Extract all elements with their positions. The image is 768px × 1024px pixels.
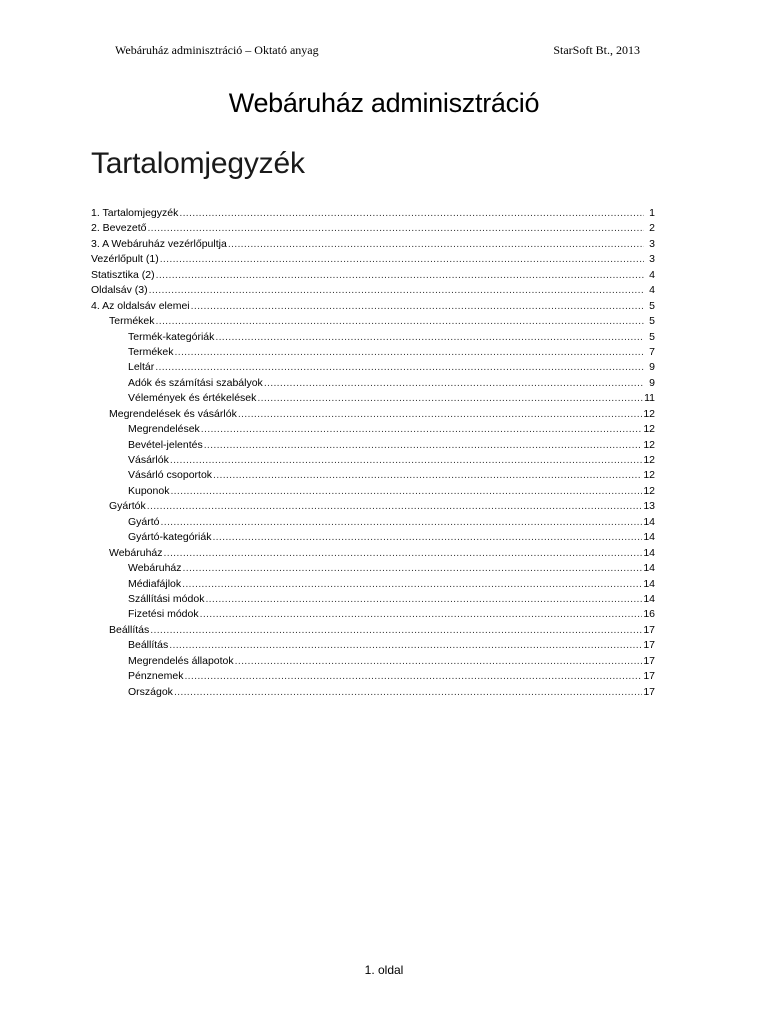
- toc-entry[interactable]: [91, 623, 655, 638]
- toc-dot-leader: [147, 221, 644, 236]
- toc-entry-page-number: 12: [643, 407, 655, 420]
- toc-entry[interactable]: [91, 453, 655, 468]
- toc-entry-page-number: 9: [649, 361, 655, 374]
- toc-entry-title: Megrendelések: [128, 423, 200, 436]
- toc-entry-page-number: 9: [649, 376, 655, 389]
- toc-entry[interactable]: [91, 530, 655, 545]
- toc-entry[interactable]: [91, 438, 655, 453]
- toc-entry[interactable]: [91, 407, 655, 422]
- toc-entry[interactable]: [91, 299, 655, 314]
- toc-entry-title: Megrendelések és vásárlók: [109, 407, 237, 420]
- toc-dot-leader: [182, 577, 642, 592]
- toc-entry-page-number: 3: [649, 253, 655, 266]
- toc-entry-title: Fizetési módok: [128, 608, 199, 621]
- toc-dot-leader: [150, 623, 642, 638]
- toc-entry-page-number: 3: [649, 237, 655, 250]
- toc-entry[interactable]: [91, 561, 655, 576]
- toc-entry-title: Vezérlőpult (1): [91, 253, 159, 266]
- toc-dot-leader: [164, 546, 643, 561]
- toc-entry[interactable]: [91, 592, 655, 607]
- toc-entry-page-number: 12: [643, 454, 655, 466]
- toc-entry-page-number: 5: [649, 299, 655, 312]
- toc-dot-leader: [174, 685, 642, 700]
- toc-entry-page-number: 17: [643, 685, 655, 698]
- toc-entry-page-number: 4: [649, 284, 655, 297]
- toc-entry[interactable]: [91, 654, 655, 669]
- toc-dot-leader: [257, 391, 643, 406]
- toc-entry[interactable]: [91, 237, 655, 252]
- toc-entry-page-number: 12: [643, 484, 655, 497]
- toc-entry[interactable]: [91, 252, 655, 267]
- toc-entry-title: Termék-kategóriák: [128, 330, 215, 343]
- toc-entry[interactable]: [91, 546, 655, 561]
- toc-dot-leader: [205, 592, 642, 607]
- toc-entry[interactable]: [91, 669, 655, 684]
- document-title: Webáruház adminisztráció: [228, 88, 540, 118]
- toc-entry-title: Webáruház: [109, 546, 163, 559]
- toc-entry[interactable]: [91, 345, 655, 360]
- toc-entry[interactable]: [91, 607, 655, 622]
- toc-entry-title: Adók és számítási szabályok: [128, 376, 263, 389]
- toc-entry-page-number: 12: [643, 423, 655, 436]
- toc-entry-page-number: 16: [643, 608, 655, 621]
- toc-entry[interactable]: [91, 499, 655, 514]
- toc-dot-leader: [264, 376, 644, 391]
- toc-entry-page-number: 5: [649, 315, 655, 328]
- toc-dot-leader: [160, 252, 644, 267]
- toc-entry-title: 2. Bevezető: [91, 222, 147, 235]
- toc-entry-title: Gyártó-kategóriák: [128, 531, 212, 544]
- toc-entry-page-number: 17: [643, 670, 655, 683]
- toc-entry-title: 4. Az oldalsáv elemei: [91, 299, 190, 312]
- toc-entry[interactable]: [91, 468, 655, 483]
- toc-dot-leader: [200, 607, 643, 622]
- toc-dot-leader: [191, 299, 644, 314]
- toc-dot-leader: [170, 484, 642, 499]
- toc-entry[interactable]: [91, 360, 655, 375]
- toc-entry-title: 3. A Webáruház vezérlőpultja: [91, 237, 227, 250]
- toc-dot-leader: [184, 669, 642, 684]
- toc-dot-leader: [175, 345, 644, 360]
- toc-entry[interactable]: [91, 638, 655, 653]
- toc-entry-page-number: 14: [643, 592, 655, 605]
- toc-entry-title: Országok: [128, 685, 173, 698]
- toc-entry-title: Statisztika (2): [91, 268, 155, 281]
- toc-entry-page-number: 14: [643, 546, 655, 559]
- toc-entry-page-number: 17: [643, 639, 655, 652]
- toc-entry-title: Gyártó: [128, 515, 160, 528]
- toc-entry-page-number: 5: [649, 330, 655, 343]
- toc-entry-title: Termékek: [128, 345, 174, 358]
- toc-dot-leader: [169, 638, 642, 653]
- toc-entry[interactable]: [91, 577, 655, 592]
- toc-entry-page-number: 14: [643, 531, 655, 544]
- toc-entry[interactable]: [91, 515, 655, 530]
- toc-entry-title: Oldalsáv (3): [91, 284, 148, 297]
- toc-entry-title: Bevétel-jelentés: [128, 438, 203, 451]
- toc-dot-leader: [156, 268, 644, 283]
- toc-dot-leader: [183, 561, 643, 576]
- header-company: StarSoft Bt., 2013: [553, 43, 640, 57]
- toc-entry[interactable]: [91, 206, 655, 221]
- toc-entry-page-number: 4: [649, 268, 655, 281]
- toc-entry-page-number: 7: [649, 345, 655, 358]
- toc-entry-page-number: 17: [643, 654, 655, 667]
- toc-entry[interactable]: [91, 330, 655, 345]
- toc-dot-leader: [201, 422, 643, 437]
- toc-dot-leader: [215, 330, 644, 345]
- toc-entry-page-number: 2: [649, 222, 655, 235]
- header-document-title: Webáruház adminisztráció – Oktató anyag: [115, 43, 319, 57]
- toc-entry[interactable]: [91, 268, 655, 283]
- toc-dot-leader: [147, 499, 643, 514]
- toc-dot-leader: [212, 530, 642, 545]
- toc-dot-leader: [228, 237, 644, 252]
- toc-entry-title: 1. Tartalomjegyzék: [91, 207, 179, 219]
- toc-entry[interactable]: [91, 391, 655, 406]
- toc-entry-title: Vásárló csoportok: [128, 469, 213, 482]
- toc-dot-leader: [238, 407, 642, 422]
- toc-entry-title: Termékek: [109, 315, 155, 328]
- toc-entry[interactable]: [91, 283, 655, 298]
- toc-entry-title: Vélemények és értékelések: [128, 392, 257, 405]
- toc-entry[interactable]: [91, 376, 655, 391]
- toc-entry-title: Vásárlók: [128, 454, 169, 466]
- toc-entry[interactable]: [91, 484, 655, 499]
- toc-entry-title: Kuponok: [128, 484, 170, 497]
- toc-entry-page-number: 13: [643, 500, 655, 513]
- toc-entry[interactable]: [91, 314, 655, 329]
- toc-dot-leader: [170, 453, 642, 468]
- toc-entry-page-number: 14: [643, 577, 655, 590]
- toc-entry-title: Pénznemek: [128, 670, 184, 683]
- toc-entry-title: Megrendelés állapotok: [128, 654, 234, 667]
- toc-entry-title: Gyártók: [109, 500, 146, 513]
- toc-dot-leader: [155, 360, 644, 375]
- toc-entry-title: Beállítás: [128, 639, 169, 652]
- toc-dot-leader: [179, 206, 644, 221]
- toc-entry[interactable]: [91, 221, 655, 236]
- toc-dot-leader: [161, 515, 643, 530]
- toc-entry[interactable]: [91, 422, 655, 437]
- toc-dot-leader: [235, 654, 643, 669]
- page-number-footer: 1. oldal: [364, 963, 404, 977]
- toc-entry-page-number: 14: [643, 562, 655, 575]
- toc-dot-leader: [213, 468, 642, 483]
- toc-entry-page-number: 17: [643, 623, 655, 636]
- toc-dot-leader: [204, 438, 643, 453]
- toc-entry-title: Szállítási módok: [128, 592, 205, 605]
- toc-entry[interactable]: [91, 685, 655, 700]
- toc-entry-page-number: 1: [649, 207, 655, 219]
- toc-entry-title: Leltár: [128, 361, 155, 374]
- toc-entry-title: Médiafájlok: [128, 577, 182, 590]
- table-of-contents: [91, 206, 655, 700]
- toc-dot-leader: [156, 314, 644, 329]
- toc-entry-page-number: 14: [643, 515, 655, 528]
- toc-entry-page-number: 12: [643, 438, 655, 451]
- toc-dot-leader: [149, 283, 644, 298]
- toc-entry-page-number: 12: [643, 469, 655, 482]
- toc-entry-page-number: 11: [644, 392, 655, 405]
- toc-entry-title: Webáruház: [128, 562, 182, 575]
- toc-heading: Tartalomjegyzék: [91, 147, 305, 180]
- toc-entry-title: Beállítás: [109, 623, 150, 636]
